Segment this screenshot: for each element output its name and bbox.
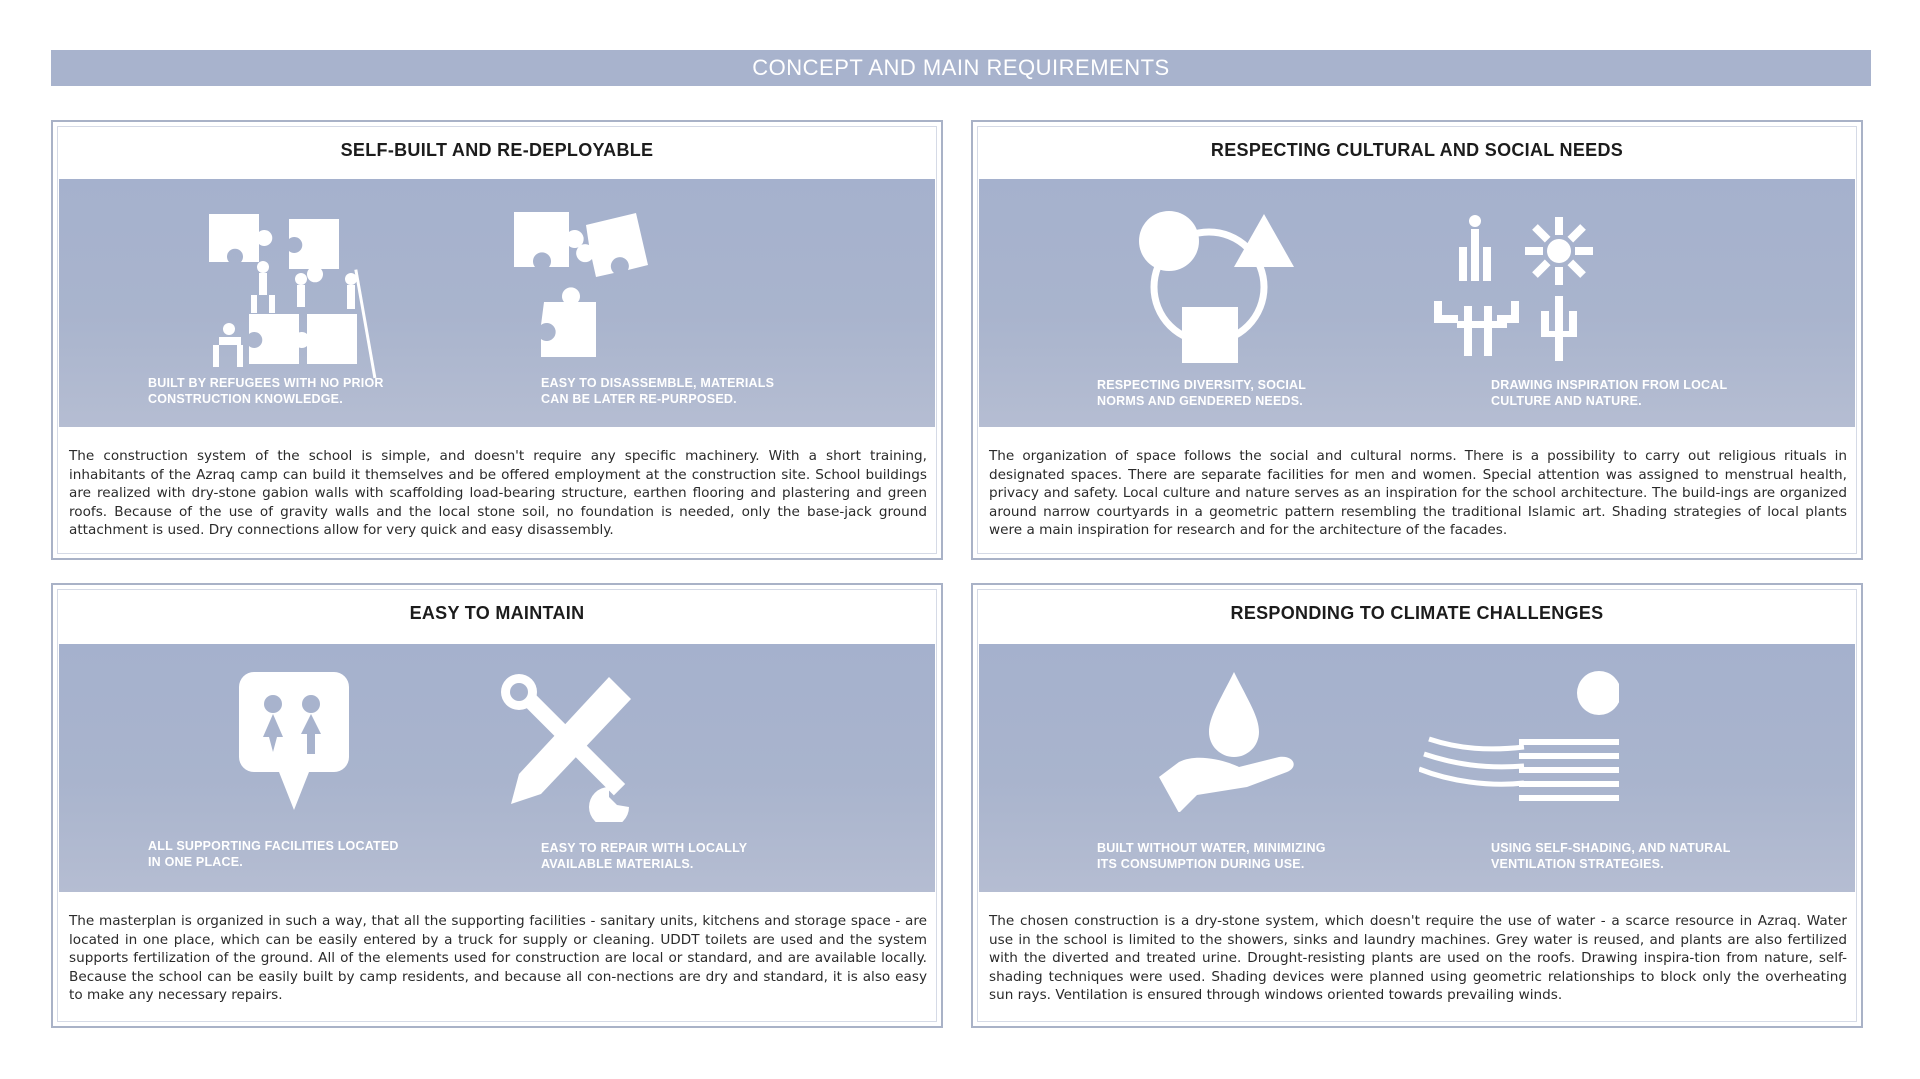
panel-description: The masterplan is organized in such a way, that all the supporting facilities - sanitary units, kitchens and storage space - are located in one place, which can be easily entered by a truck for supply or cleaning. UDDT toilets are used and the system supports fertilization of the ground. All of the elements used for construction are local or standard, and are available locally. Because the school can be easily built by camp residents, and because all con-nections are dry and standard, it is also easy to make any necessary repairs. — [69, 913, 927, 1004]
panel-description: The chosen construction is a dry-stone system, which doesn't require the use of water - a scarce resource in Azraq. Water use in the school is limited to the showers, sinks and laundry machines. Grey water is reused, and plants are also fertilized with the diverted and treated urine. Drought-resisting plants are used on the roofs. Drawing inspira-tion from nature, self-shading techniques were used. Shading devices were planned using geometric relationships to block only the overheating sun rays. Ventilation is ensured through windows oriented towards prevailing winds. — [989, 913, 1847, 1004]
panel-self-built — [51, 120, 943, 560]
panel-graphic — [979, 179, 1855, 427]
water-hand-icon — [1159, 672, 1309, 812]
item-respecting-diversity — [979, 179, 1379, 427]
item-easy-repair — [459, 644, 859, 892]
panel-graphic — [979, 644, 1855, 892]
panel-graphic — [59, 644, 935, 892]
item-without-water — [979, 644, 1379, 892]
item-local-culture — [1379, 179, 1779, 427]
item-label: EASY TO DISASSEMBLE, MATERIALS CAN BE LATER RE-PURPOSED. — [541, 376, 775, 406]
shapes-diversity-icon — [1134, 209, 1304, 369]
panel-climate — [971, 583, 1863, 1028]
panel-description: The organization of space follows the social and cultural norms. There is a possibility to carry out religious rituals in designated spaces. There are separate facilities for men and women. Special attention was assigned to menstrual health, privacy and safety. Local culture and nature serves as an inspiration for the school architecture. The build-ings are organized around narrow courtyards in a geometric pattern resembling the traditional Islamic art. Shading strategies of local plants were a main inspiration for research and for the architecture of the facades. — [989, 448, 1847, 539]
panel-title: SELF-BUILT AND RE-DEPLOYABLE — [340, 140, 654, 160]
item-label: BUILT BY REFUGEES WITH NO PRIOR CONSTRUCTION KNOWLEDGE. — [148, 376, 384, 406]
panel-cultural-social — [971, 120, 1863, 560]
section-banner — [51, 50, 1871, 86]
panel-graphic — [59, 179, 935, 427]
item-label: BUILT WITHOUT WATER, MINIMIZING ITS CONSUMPTION DURING USE. — [1097, 841, 1326, 871]
wrench-pencil-icon — [499, 672, 639, 822]
sun-wind-shading-icon — [1419, 669, 1619, 819]
panel-title: RESPONDING TO CLIMATE CHALLENGES — [1230, 603, 1604, 623]
item-label: DRAWING INSPIRATION FROM LOCAL CULTURE AND NATURE. — [1491, 378, 1728, 408]
banner-title: CONCEPT AND MAIN REQUIREMENTS — [752, 55, 1170, 80]
panel-easy-maintain — [51, 583, 943, 1028]
item-supporting-facilities — [59, 644, 459, 892]
item-easy-to-disassemble — [459, 179, 859, 427]
panel-description: The construction system of the school is simple, and doesn't require any specific machinery. With a short training, inhabitants of the Azraq camp can build it themselves and be offered employment at the construction site. School buildings are realized with dry-stone gabion walls with scaffolding load-bearing structure, earthen flooring and plastering and green roofs. Because of the use of gravity walls and the local stone soil, no foundation is needed, only the base-jack ground attachment is used. Dry connections allow for very quick and easy disassembly. — [69, 448, 927, 539]
item-label: RESPECTING DIVERSITY, SOCIAL NORMS AND GENDERED NEEDS. — [1097, 378, 1307, 408]
toilet-location-icon — [239, 672, 349, 812]
item-self-shading — [1379, 644, 1779, 892]
item-label: EASY TO REPAIR WITH LOCALLY AVAILABLE MATERIALS. — [541, 841, 748, 871]
puzzle-pieces-icon — [504, 207, 664, 367]
item-label: ALL SUPPORTING FACILITIES LOCATED IN ONE PLACE. — [148, 839, 399, 869]
puzzle-people-icon — [189, 209, 389, 379]
cultural-pattern-icon — [1429, 211, 1609, 371]
item-built-by-refugees — [59, 179, 459, 427]
item-label: USING SELF-SHADING, AND NATURAL VENTILATION STRATEGIES. — [1491, 841, 1731, 871]
panel-title: EASY TO MAINTAIN — [409, 603, 585, 623]
panel-title: RESPECTING CULTURAL AND SOCIAL NEEDS — [1210, 140, 1624, 160]
